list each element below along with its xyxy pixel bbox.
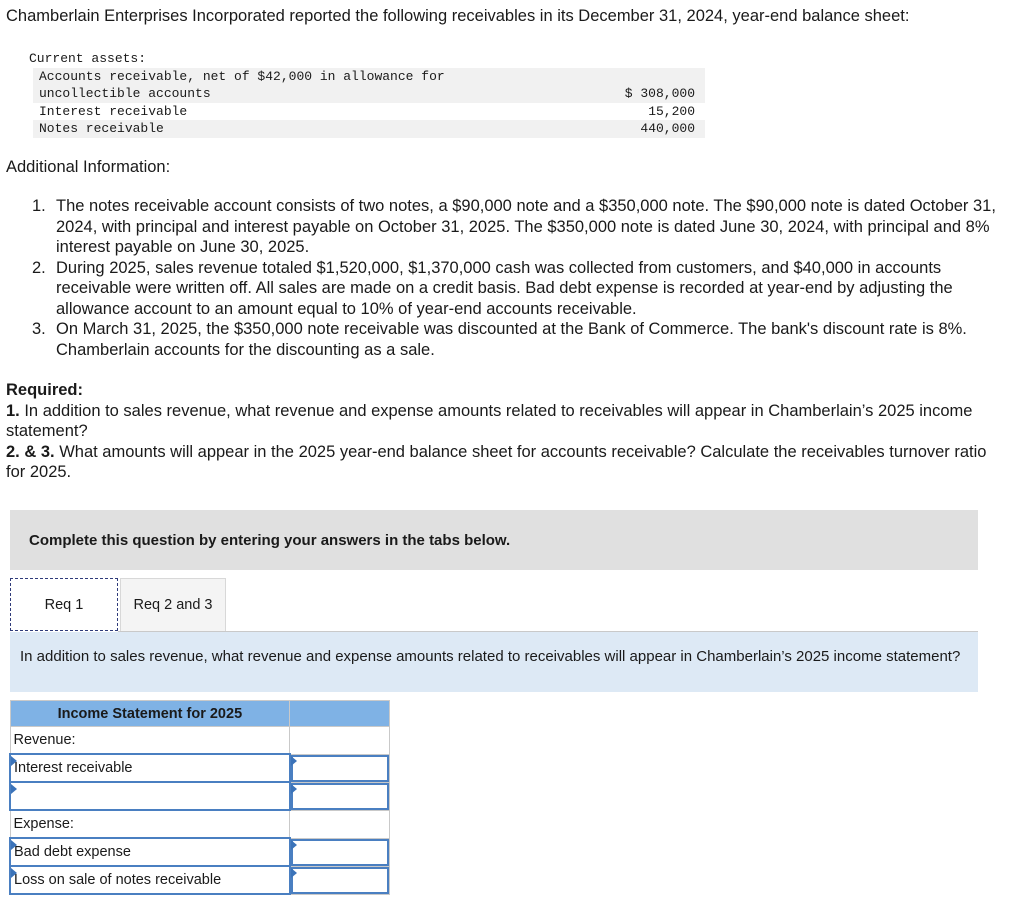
list-item bbox=[26, 319, 1001, 360]
q2-number: 2. & 3. bbox=[6, 442, 55, 461]
revenue-item-2-dropdown[interactable] bbox=[10, 782, 290, 810]
table-row bbox=[10, 866, 390, 894]
table-row bbox=[10, 782, 390, 810]
q1-text: In addition to sales revenue, what revenue and expense amounts related to receivables will appear in Chamberlain’s 2025 income statement? bbox=[6, 401, 973, 440]
q1-number: 1. bbox=[6, 401, 20, 420]
expense-item-1-dropdown[interactable]: Bad debt expense bbox=[10, 838, 290, 866]
income-statement-table bbox=[9, 700, 390, 895]
expense-item-2-amount-input[interactable] bbox=[291, 867, 389, 894]
tab-req-2-and-3[interactable]: Req 2 and 3 bbox=[120, 578, 226, 631]
item-text: During 2025, sales revenue totaled $1,520,000, $1,370,000 cash was collected from customers, and $40,000 in accounts receivable were written off. All sales are made on a credit basis. Bad debt expense is recorded at year-end by adjusting the allowance account to an amount equal to 10% of year-end accounts receivable. bbox=[56, 258, 953, 318]
item-number: 3. bbox=[32, 320, 46, 338]
dropdown-marker-icon bbox=[11, 840, 17, 850]
input-marker-icon bbox=[291, 868, 297, 878]
input-marker-icon bbox=[291, 784, 297, 794]
dropdown-marker-icon bbox=[11, 756, 17, 766]
row-label: Interest receivable bbox=[39, 103, 188, 119]
item-number: 1. bbox=[32, 197, 46, 215]
problem-intro: Chamberlain Enterprises Incorporated reported the following receivables in its December 31, 2024, year-end balance sheet: bbox=[6, 7, 910, 25]
instruction-banner bbox=[10, 510, 978, 570]
revenue-item-1-amount-input[interactable] bbox=[291, 755, 389, 782]
additional-info-title: Additional Information: bbox=[6, 158, 171, 176]
table-row bbox=[10, 838, 390, 866]
table-row bbox=[10, 754, 390, 782]
table-row bbox=[10, 727, 390, 755]
item-text: The notes receivable account consists of two notes, a $90,000 note and a $350,000 note. The $90,000 note is dated October 31, 2024, with principal and interest payable on October 31, 2025. The $350,000 note is dated June 30, 2024, with principal and 8% interest payable on June 30, 2025. bbox=[56, 197, 996, 256]
required-q2 bbox=[6, 442, 1006, 483]
list-item bbox=[26, 258, 1001, 320]
row-value: 15,200 bbox=[648, 103, 695, 119]
revenue-label: Revenue: bbox=[10, 727, 290, 755]
row-value: $ 308,000 bbox=[624, 86, 695, 101]
balance-sheet-row bbox=[33, 85, 705, 103]
balance-sheet-header-row bbox=[29, 50, 705, 68]
balance-sheet-row bbox=[33, 120, 705, 138]
tab-bar bbox=[10, 578, 226, 632]
input-marker-icon bbox=[291, 756, 297, 766]
row-label: Notes receivable bbox=[39, 121, 164, 136]
row-value: 440,000 bbox=[640, 121, 695, 136]
tab-req-1[interactable]: Req 1 bbox=[10, 578, 118, 631]
balance-sheet-row bbox=[33, 68, 705, 86]
question-prompt: In addition to sales revenue, what revenue and expense amounts related to receivables will appear in Chamberlain’s 2025 income statement? bbox=[10, 632, 978, 692]
row-label: uncollectible accounts bbox=[39, 86, 211, 101]
dropdown-marker-icon bbox=[11, 784, 17, 794]
additional-info-list bbox=[26, 196, 1001, 360]
expense-label: Expense: bbox=[10, 810, 290, 838]
input-marker-icon bbox=[291, 840, 297, 850]
dropdown-marker-icon bbox=[11, 868, 17, 878]
expense-item-2-dropdown[interactable]: Loss on sale of notes receivable bbox=[10, 866, 290, 894]
revenue-item-1-dropdown[interactable]: Interest receivable bbox=[10, 754, 290, 782]
item-text: On March 31, 2025, the $350,000 note receivable was discounted at the Bank of Commerce. The bank's discount rate is 8%. Chamberlain accounts for the discounting as a sale. bbox=[56, 320, 967, 359]
q2-text: What amounts will appear in the 2025 year-end balance sheet for accounts receivable? Calculate the receivables turnover ratio for 2025. bbox=[6, 442, 987, 481]
required-q1 bbox=[6, 401, 1006, 442]
balance-sheet-table bbox=[29, 50, 705, 138]
item-number: 2. bbox=[32, 258, 46, 277]
balance-sheet-row bbox=[33, 103, 705, 121]
instruction-text: Complete this question by entering your answers in the tabs below. bbox=[29, 531, 511, 549]
revenue-item-2-amount-input[interactable] bbox=[291, 783, 389, 810]
table-header: Income Statement for 2025 bbox=[10, 701, 290, 727]
table-header-row bbox=[10, 701, 390, 727]
required-title: Required: bbox=[6, 381, 84, 399]
required-section bbox=[6, 380, 1006, 483]
row-label: Accounts receivable, net of $42,000 in allowance for bbox=[39, 68, 445, 84]
list-item bbox=[26, 196, 1001, 258]
expense-item-1-amount-input[interactable] bbox=[291, 839, 389, 866]
balance-sheet-header: Current assets: bbox=[29, 51, 147, 66]
table-row bbox=[10, 810, 390, 838]
